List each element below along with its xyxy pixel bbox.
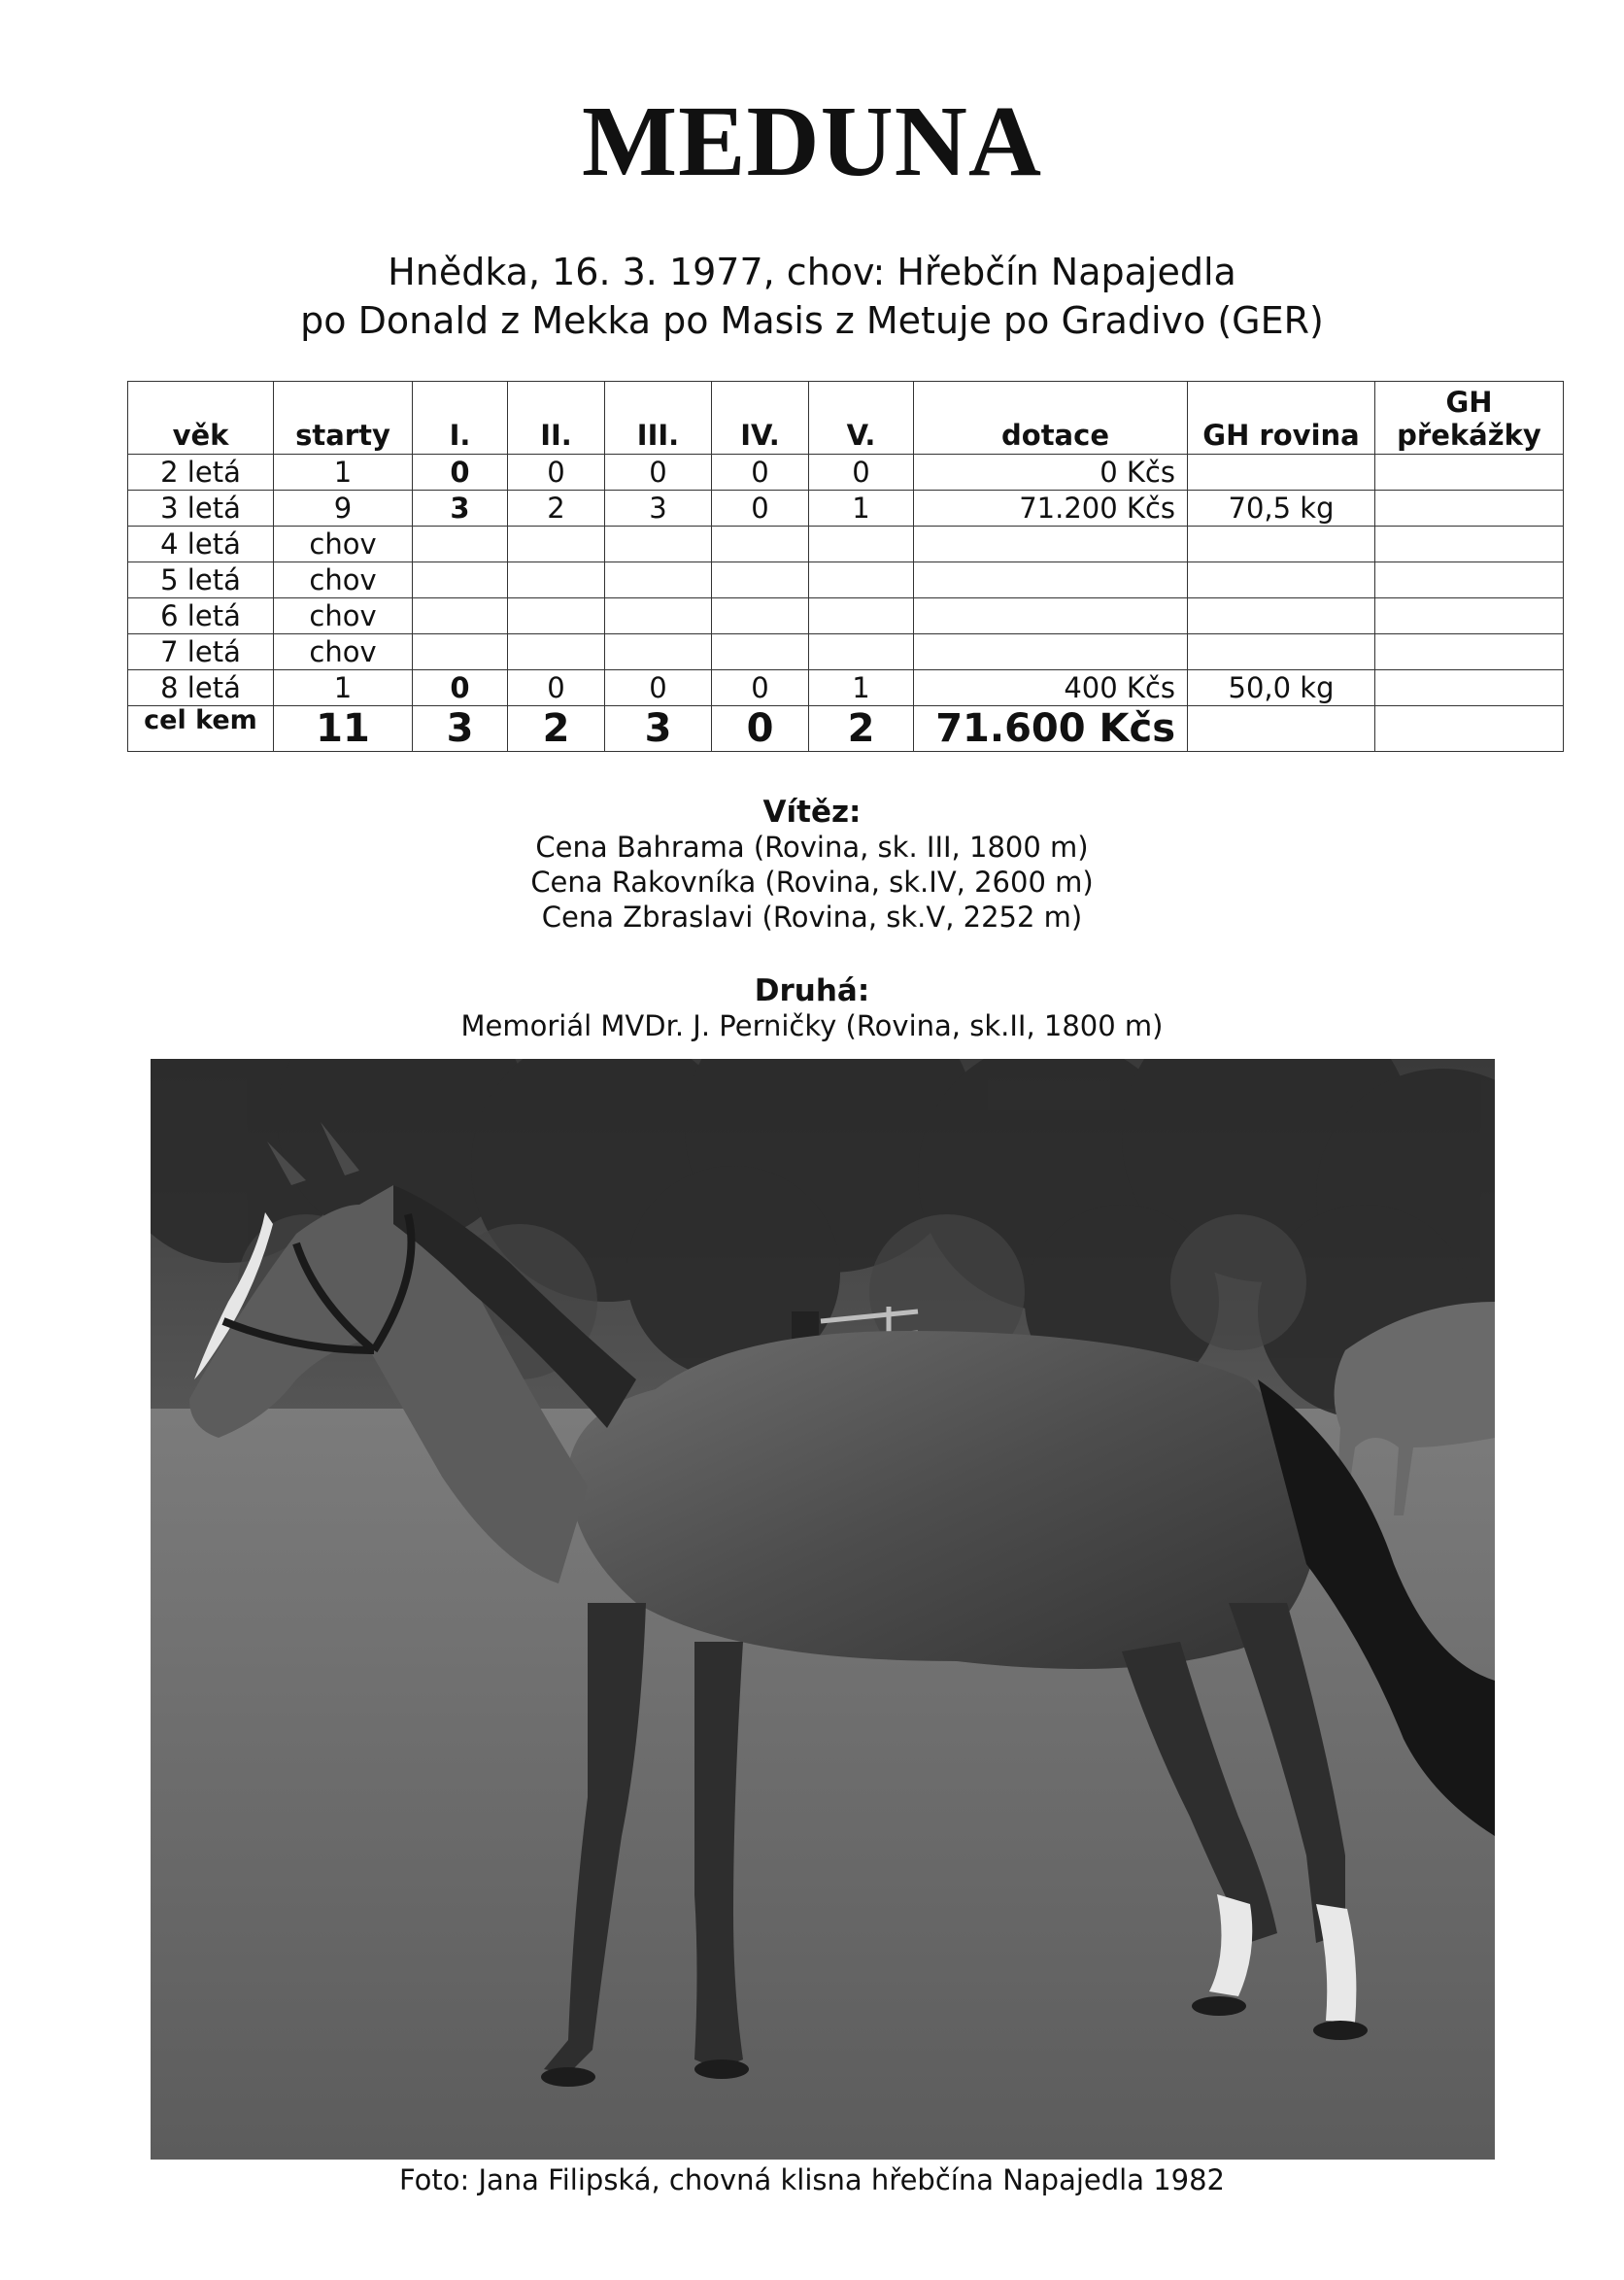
col-header-third: III. — [605, 382, 712, 455]
col-header-second: II. — [508, 382, 605, 455]
cell-total-prize-money: 71.600 Kčs — [914, 706, 1188, 752]
cell-third: 3 — [605, 491, 712, 527]
cell-gh-flat — [1188, 562, 1375, 598]
race-stats-table — [127, 381, 1564, 752]
cell-age: 2 letá — [128, 455, 274, 491]
cell-third — [605, 634, 712, 670]
col-header-age: věk — [128, 382, 274, 455]
col-header-prize-money: dotace — [914, 382, 1188, 455]
cell-gh-jumps — [1375, 634, 1564, 670]
cell-second: 2 — [508, 491, 605, 527]
cell-first: 0 — [413, 455, 508, 491]
cell-total-fifth: 2 — [809, 706, 914, 752]
cell-third — [605, 562, 712, 598]
page-title: MEDUNA — [582, 85, 1042, 197]
cell-starts: 1 — [274, 670, 413, 706]
cell-gh-jumps — [1375, 562, 1564, 598]
winner-section — [0, 795, 1624, 935]
cell-starts: chov — [274, 598, 413, 634]
cell-starts: chov — [274, 562, 413, 598]
cell-prize-money — [914, 634, 1188, 670]
cell-gh-jumps — [1375, 670, 1564, 706]
cell-total-third: 3 — [605, 706, 712, 752]
cell-prize-money — [914, 527, 1188, 562]
table-row — [128, 598, 1564, 634]
table-total-row — [128, 706, 1564, 752]
cell-age: 7 letá — [128, 634, 274, 670]
cell-second: 0 — [508, 670, 605, 706]
col-header-gh-flat: GH rovina — [1188, 382, 1375, 455]
cell-starts: 1 — [274, 455, 413, 491]
cell-second — [508, 634, 605, 670]
second-place-section — [0, 973, 1624, 1043]
cell-fifth: 1 — [809, 491, 914, 527]
cell-fourth — [712, 634, 809, 670]
cell-starts: chov — [274, 527, 413, 562]
cell-fifth: 1 — [809, 670, 914, 706]
table-row — [128, 491, 1564, 527]
cell-age: 4 letá — [128, 527, 274, 562]
cell-gh-flat — [1188, 634, 1375, 670]
cell-first: 3 — [413, 491, 508, 527]
cell-total-starts: 11 — [274, 706, 413, 752]
cell-total-fourth: 0 — [712, 706, 809, 752]
winner-heading: Vítěz: — [762, 795, 862, 830]
horse-photo — [151, 1059, 1495, 2160]
cell-gh-flat — [1188, 527, 1375, 562]
col-header-fifth: V. — [809, 382, 914, 455]
cell-total-label: cel kem — [128, 706, 274, 752]
cell-total-second: 2 — [508, 706, 605, 752]
cell-total-gh-flat — [1188, 706, 1375, 752]
cell-second: 0 — [508, 455, 605, 491]
cell-fourth — [712, 562, 809, 598]
cell-age: 8 letá — [128, 670, 274, 706]
cell-third — [605, 598, 712, 634]
photo-caption: Foto: Jana Filipská, chovná klisna hřebčína Napajedla 1982 — [398, 2163, 1225, 2196]
cell-third: 0 — [605, 455, 712, 491]
winner-item: Cena Bahrama (Rovina, sk. III, 1800 m) — [535, 831, 1089, 864]
cell-gh-flat — [1188, 598, 1375, 634]
cell-total-gh-jumps — [1375, 706, 1564, 752]
cell-fourth — [712, 598, 809, 634]
cell-age: 6 letá — [128, 598, 274, 634]
cell-age: 3 letá — [128, 491, 274, 527]
cell-starts: chov — [274, 634, 413, 670]
cell-second — [508, 598, 605, 634]
winner-item: Cena Rakovníka (Rovina, sk.IV, 2600 m) — [530, 866, 1094, 899]
cell-fifth — [809, 598, 914, 634]
cell-gh-jumps — [1375, 491, 1564, 527]
cell-second — [508, 562, 605, 598]
table-header-row — [128, 382, 1564, 455]
cell-gh-jumps — [1375, 455, 1564, 491]
cell-prize-money — [914, 562, 1188, 598]
col-header-first: I. — [413, 382, 508, 455]
col-header-gh-jumps: GH překážky — [1375, 382, 1564, 455]
cell-gh-jumps — [1375, 598, 1564, 634]
cell-gh-flat — [1188, 455, 1375, 491]
table-row — [128, 455, 1564, 491]
cell-fifth: 0 — [809, 455, 914, 491]
winner-item: Cena Zbraslavi (Rovina, sk.V, 2252 m) — [541, 901, 1083, 934]
cell-gh-flat: 70,5 kg — [1188, 491, 1375, 527]
cell-first — [413, 562, 508, 598]
subtitle-breed-info: Hnědka, 16. 3. 1977, chov: Hřebčín Napajedla — [388, 251, 1236, 293]
cell-fourth: 0 — [712, 491, 809, 527]
cell-third — [605, 527, 712, 562]
cell-prize-money: 71.200 Kčs — [914, 491, 1188, 527]
table-row — [128, 527, 1564, 562]
cell-prize-money: 400 Kčs — [914, 670, 1188, 706]
cell-fourth — [712, 527, 809, 562]
subtitle-pedigree: po Donald z Mekka po Masis z Metuje po Gradivo (GER) — [300, 299, 1324, 342]
cell-total-first: 3 — [413, 706, 508, 752]
cell-first — [413, 527, 508, 562]
second-place-heading: Druhá: — [754, 973, 870, 1008]
cell-fifth — [809, 634, 914, 670]
cell-fifth — [809, 562, 914, 598]
cell-first — [413, 598, 508, 634]
cell-first: 0 — [413, 670, 508, 706]
col-header-starts: starty — [274, 382, 413, 455]
cell-age: 5 letá — [128, 562, 274, 598]
cell-second — [508, 527, 605, 562]
second-place-item: Memoriál MVDr. J. Perničky (Rovina, sk.II, 1800 m) — [460, 1009, 1164, 1042]
cell-third: 0 — [605, 670, 712, 706]
cell-fourth: 0 — [712, 670, 809, 706]
col-header-fourth: IV. — [712, 382, 809, 455]
cell-prize-money — [914, 598, 1188, 634]
cell-prize-money: 0 Kčs — [914, 455, 1188, 491]
table-row — [128, 562, 1564, 598]
cell-first — [413, 634, 508, 670]
cell-fifth — [809, 527, 914, 562]
cell-fourth: 0 — [712, 455, 809, 491]
table-row — [128, 634, 1564, 670]
cell-gh-flat: 50,0 kg — [1188, 670, 1375, 706]
cell-starts: 9 — [274, 491, 413, 527]
cell-gh-jumps — [1375, 527, 1564, 562]
table-row — [128, 670, 1564, 706]
